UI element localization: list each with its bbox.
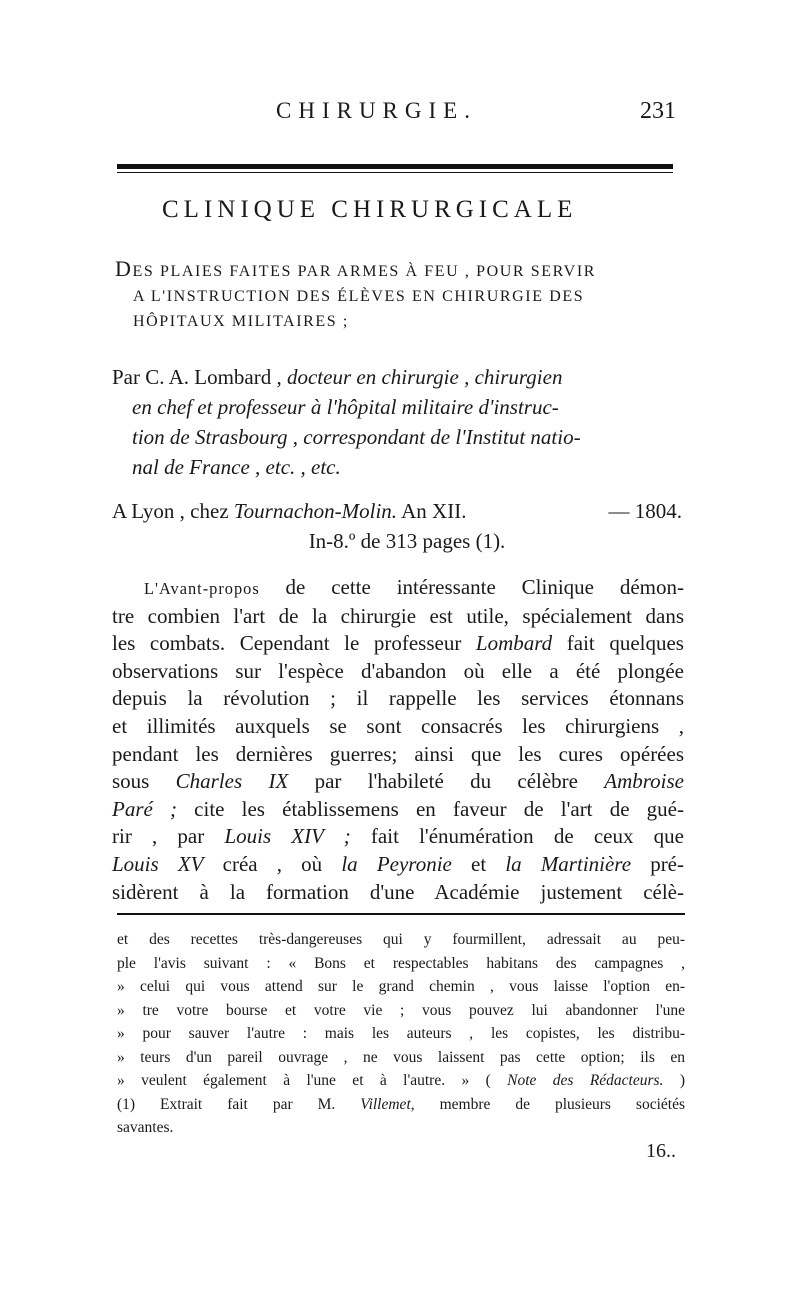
footnote-line [117,1069,685,1093]
footnote-line [117,1022,685,1046]
text-run: cite les établissemens en faveur de l'art de gué- [177,796,684,821]
italic-text: Ambroise [604,769,684,794]
text-run: » pour sauver l'autre : mais les auteurs , les copistes, les distribu- [117,1025,685,1042]
author-line [112,422,682,452]
italic-text: Lombard [475,631,553,656]
body-line [112,741,684,769]
author-title: docteur en chirurgie , chirurgien [286,365,563,389]
text-run: et illimités auxquels se sont consacrés les chirurgiens , [112,713,684,738]
body-paragraph [112,574,684,906]
running-title: CHIRURGIE. [276,98,477,123]
text-run: » veulent également à l'une et à l'autre. » ( [117,1072,508,1089]
body-line [112,574,684,603]
footnote-line [117,928,685,952]
page-number: 231 [640,98,676,124]
text-run: sidèrent à la formation d'une Académie justement célè- [112,879,684,904]
imprint [112,496,682,556]
book-title-line-3: HÔPITAUX MILITAIRES ; [133,313,349,330]
author-line [112,392,682,422]
footnote-rule [117,913,685,915]
text-run: ) [663,1072,685,1089]
imprint-publisher: Tournachon-Molin. [233,499,398,523]
body-line [112,768,684,796]
running-head [0,98,800,138]
section-title: CLINIQUE CHIRURGICALE [162,196,578,223]
body-line [112,851,684,879]
author-title: tion de Strasbourg , correspondant de l'Institut natio- [132,425,581,449]
author-name: Par C. A. Lombard , [112,365,287,389]
imprint-format: In-8.º de 313 pages (1). [308,529,506,553]
book-title [115,256,685,334]
text-run: observations sur l'espèce d'abandon où elle a été plongée [112,658,684,683]
imprint-city: A Lyon , chez [112,499,234,523]
italic-text: Paré ; [112,796,177,821]
italic-text: Louis XV [112,851,204,876]
author-title: en chef et professeur à l'hôpital militaire d'instruc- [132,395,559,419]
body-line [112,879,684,907]
text-run: fait l'énumération de ceux que [350,824,684,849]
text-run: et des recettes très-dangereuses qui y fourmillent, adressait au peu- [117,931,685,948]
body-line [112,823,684,851]
text-run: ple l'avis suivant : « Bons et respectables habitans des campagnes , [117,954,685,972]
imprint-year: — 1804. [608,499,682,523]
body-line [112,713,684,741]
footnote-line [117,1093,685,1117]
book-title-line-1-rest: ES PLAIES FAITES PAR ARMES À FEU , POUR SERVIR [132,263,597,280]
italic-text: Charles IX [175,769,289,794]
body-line [112,796,684,824]
italic-text: la Peyronie [341,851,452,876]
text-run: fait quelques [552,631,684,656]
author-line [112,452,682,482]
header-rule-thin [117,172,673,173]
body-line [112,658,684,686]
imprint-year-label: An XII. [397,499,467,523]
author-block [112,362,682,482]
footnote-line [117,952,685,976]
footnote-line [117,999,685,1023]
footnotes [117,928,685,1140]
text-run: pré- [631,851,684,876]
text-run: créa , où [203,851,342,876]
text-run: » teurs d'un pareil ouvrage , ne vous laissent pas cette option; ils en [117,1048,685,1066]
italic-text: Villemet [360,1095,411,1113]
text-run: les combats. Cependant le professeur [112,631,476,656]
text-run: rir , par [112,824,225,849]
body-line [112,603,684,631]
text-run: et [451,851,506,876]
footnote-line [117,1046,685,1070]
body-line [112,685,684,713]
author-title: nal de France , etc. , etc. [132,455,341,479]
body-line [112,630,684,658]
text-run: » celui qui vous attend sur le grand chemin , vous laisse l'option en- [117,978,685,995]
header-rule-thick [117,164,673,169]
book-title-initial: D [115,256,133,281]
text-run: depuis la révolution ; il rappelle les services étonnans [112,686,684,711]
book-title-line-1 [115,256,685,284]
signature-mark: 16.. [646,1140,676,1162]
text-run: savantes. [117,1119,174,1136]
author-line [112,362,682,392]
text-run: tre combien l'art de la chirurgie est utile, spécialement dans [112,603,684,628]
footnote-line [117,1116,685,1140]
text-run: (1) Extrait fait par M. [117,1095,361,1113]
footnote-line [117,975,685,999]
book-title-line-2: A L'INSTRUCTION DES ÉLÈVES EN CHIRURGIE DES [133,288,585,305]
text-run: de cette intéressante Clinique démon- [259,575,684,599]
imprint-line [112,496,682,526]
italic-text: Louis XIV ; [224,824,351,849]
text-run: » tre votre bourse et votre vie ; vous pouvez lui abandonner l'une [117,1001,685,1019]
italic-text: la Martinière [505,851,632,876]
text-run: L'Avant-propos [144,579,260,598]
italic-text: Note des Rédacteurs. [507,1072,664,1089]
text-run: par l'habileté du célèbre [288,769,605,794]
text-run: pendant les dernières guerres; ainsi que les cures opérées [112,741,684,766]
text-run: sous [112,769,176,794]
text-run: , membre de plusieurs sociétés [410,1095,685,1113]
